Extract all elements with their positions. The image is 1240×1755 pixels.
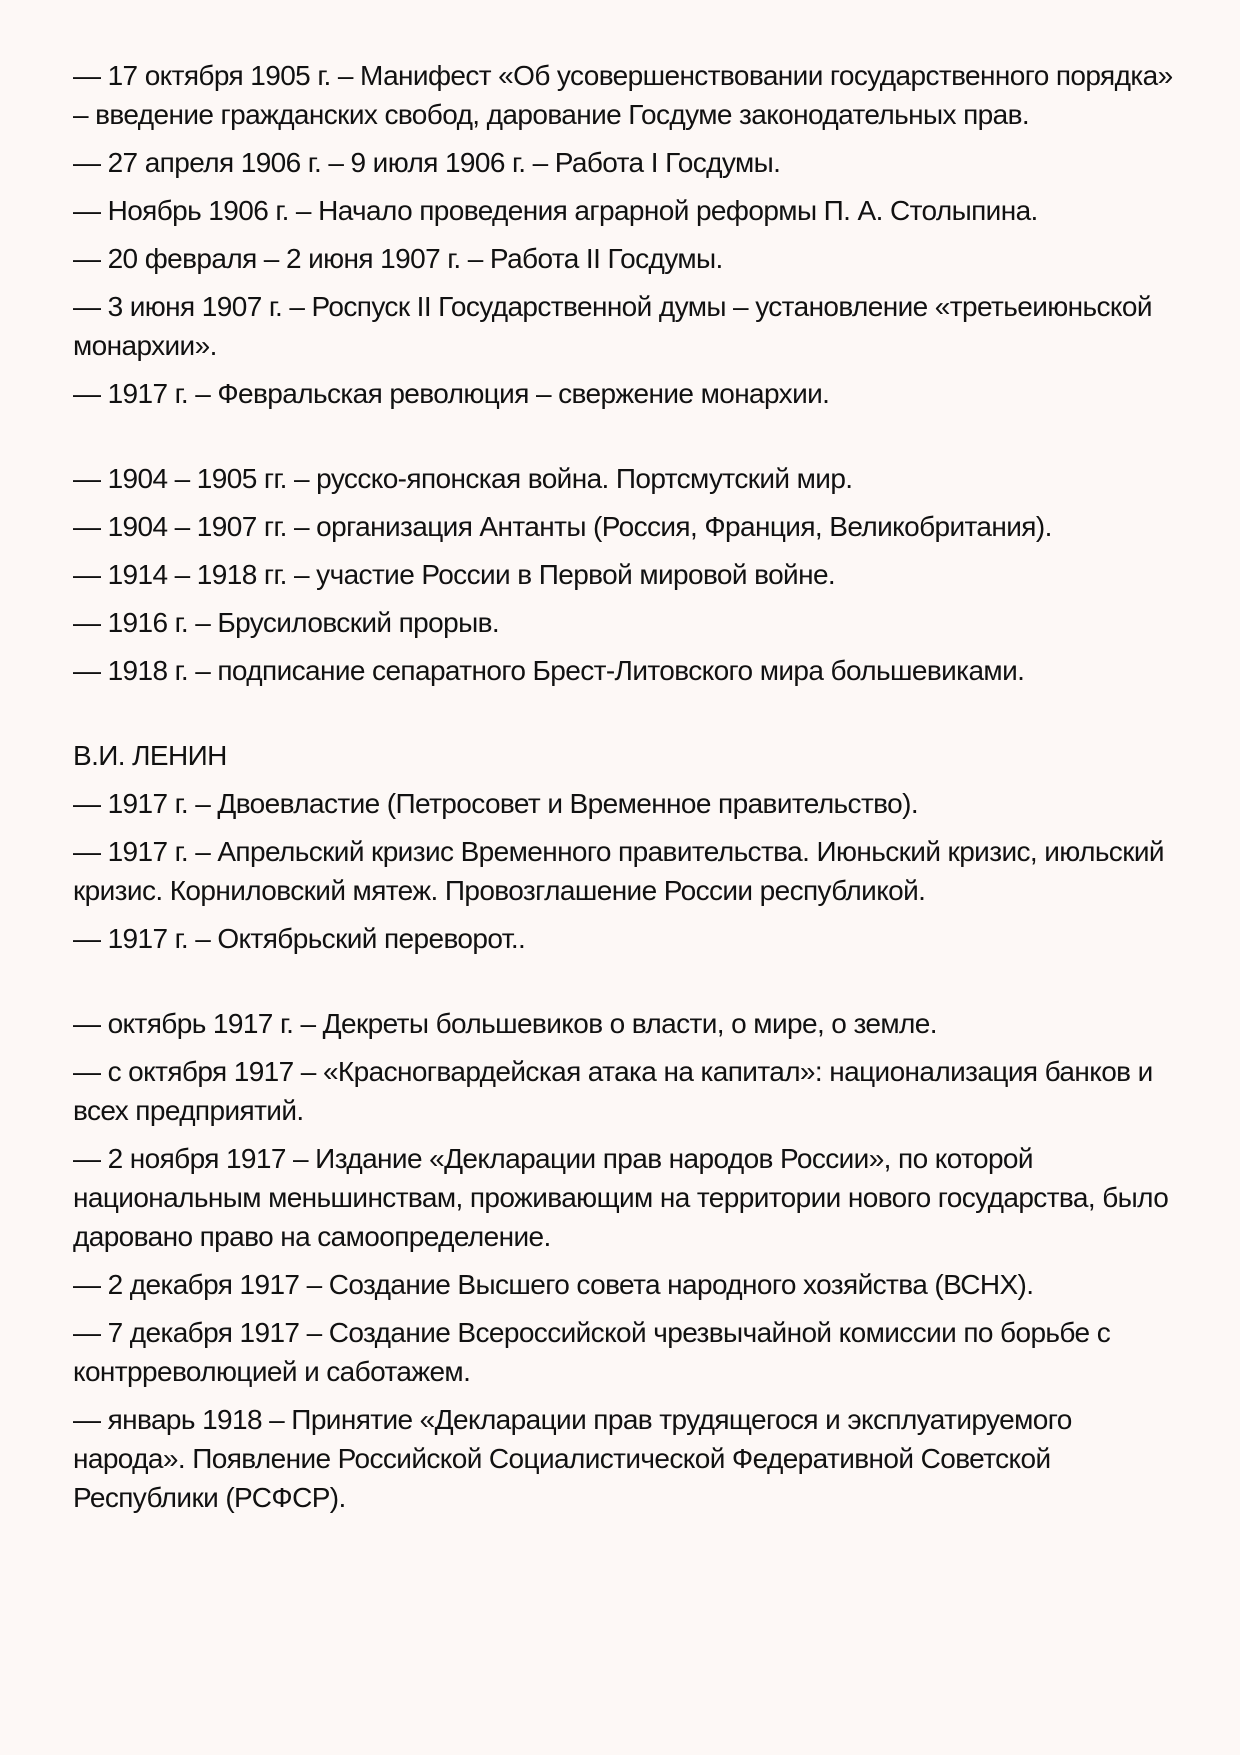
timeline-entry: — 2 ноября 1917 – Издание «Декларации прав народов России», по которой национальным меньшинствам, проживающим на территории нового государства, было даровано право на самоопределение. <box>73 1143 1169 1252</box>
timeline-entry: — октябрь 1917 г. – Декреты большевиков о власти, о мире, о земле. <box>73 1008 937 1039</box>
timeline-entry: — 1904 – 1905 гг. – русско-японская война. Портсмутский мир. <box>73 463 853 494</box>
section-1905-1917-reforms <box>73 56 1180 413</box>
section-wars <box>73 459 1180 690</box>
section-bolshevik-decrees <box>73 1004 1180 1517</box>
timeline-entry: — 1917 г. – Февральская революция – свержение монархии. <box>73 378 830 409</box>
section-heading: В.И. ЛЕНИН <box>73 740 227 771</box>
timeline-entry: — 1917 г. – Апрельский кризис Временного правительства. Июньский кризис, июльский кризис. Корниловский мятеж. Провозглашение России республикой. <box>73 836 1164 906</box>
timeline-entry: — 1917 г. – Октябрьский переворот.. <box>73 923 526 954</box>
timeline-entry: — 20 февраля – 2 июня 1907 г. – Работа II Госдумы. <box>73 243 723 274</box>
timeline-entry: — 2 декабря 1917 – Создание Высшего совета народного хозяйства (ВСНХ). <box>73 1269 1034 1300</box>
timeline-entry: — 1914 – 1918 гг. – участие России в Первой мировой войне. <box>73 559 836 590</box>
timeline-entry: — 17 октября 1905 г. – Манифест «Об усовершенствовании государственного порядка» – введение гражданских свобод, дарование Госдуме законодательных прав. <box>73 60 1173 130</box>
section-lenin <box>73 736 1180 958</box>
timeline-entry: — с октября 1917 – «Красногвардейская атака на капитал»: национализация банков и всех предприятий. <box>73 1056 1153 1126</box>
timeline-entry: — Ноябрь 1906 г. – Начало проведения аграрной реформы П. А. Столыпина. <box>73 195 1038 226</box>
timeline-entry: — 3 июня 1907 г. – Роспуск II Государственной думы – установление «третьеиюньской монархии». <box>73 291 1152 361</box>
timeline-entry: — 27 апреля 1906 г. – 9 июля 1906 г. – Работа I Госдумы. <box>73 147 781 178</box>
timeline-entry: — 7 декабря 1917 – Создание Всероссийской чрезвычайной комиссии по борьбе с контрреволюцией и саботажем. <box>73 1317 1111 1387</box>
timeline-entry: — 1917 г. – Двоевластие (Петросовет и Временное правительство). <box>73 788 919 819</box>
timeline-entry: — 1916 г. – Брусиловский прорыв. <box>73 607 500 638</box>
timeline-entry: — 1918 г. – подписание сепаратного Брест-Литовского мира большевиками. <box>73 655 1025 686</box>
timeline-entry: — январь 1918 – Принятие «Декларации прав трудящегося и эксплуатируемого народа». Появление Российской Социалистической Федеративной Советской Республики (РСФСР). <box>73 1404 1072 1513</box>
timeline-entry: — 1904 – 1907 гг. – организация Антанты (Россия, Франция, Великобритания). <box>73 511 1052 542</box>
